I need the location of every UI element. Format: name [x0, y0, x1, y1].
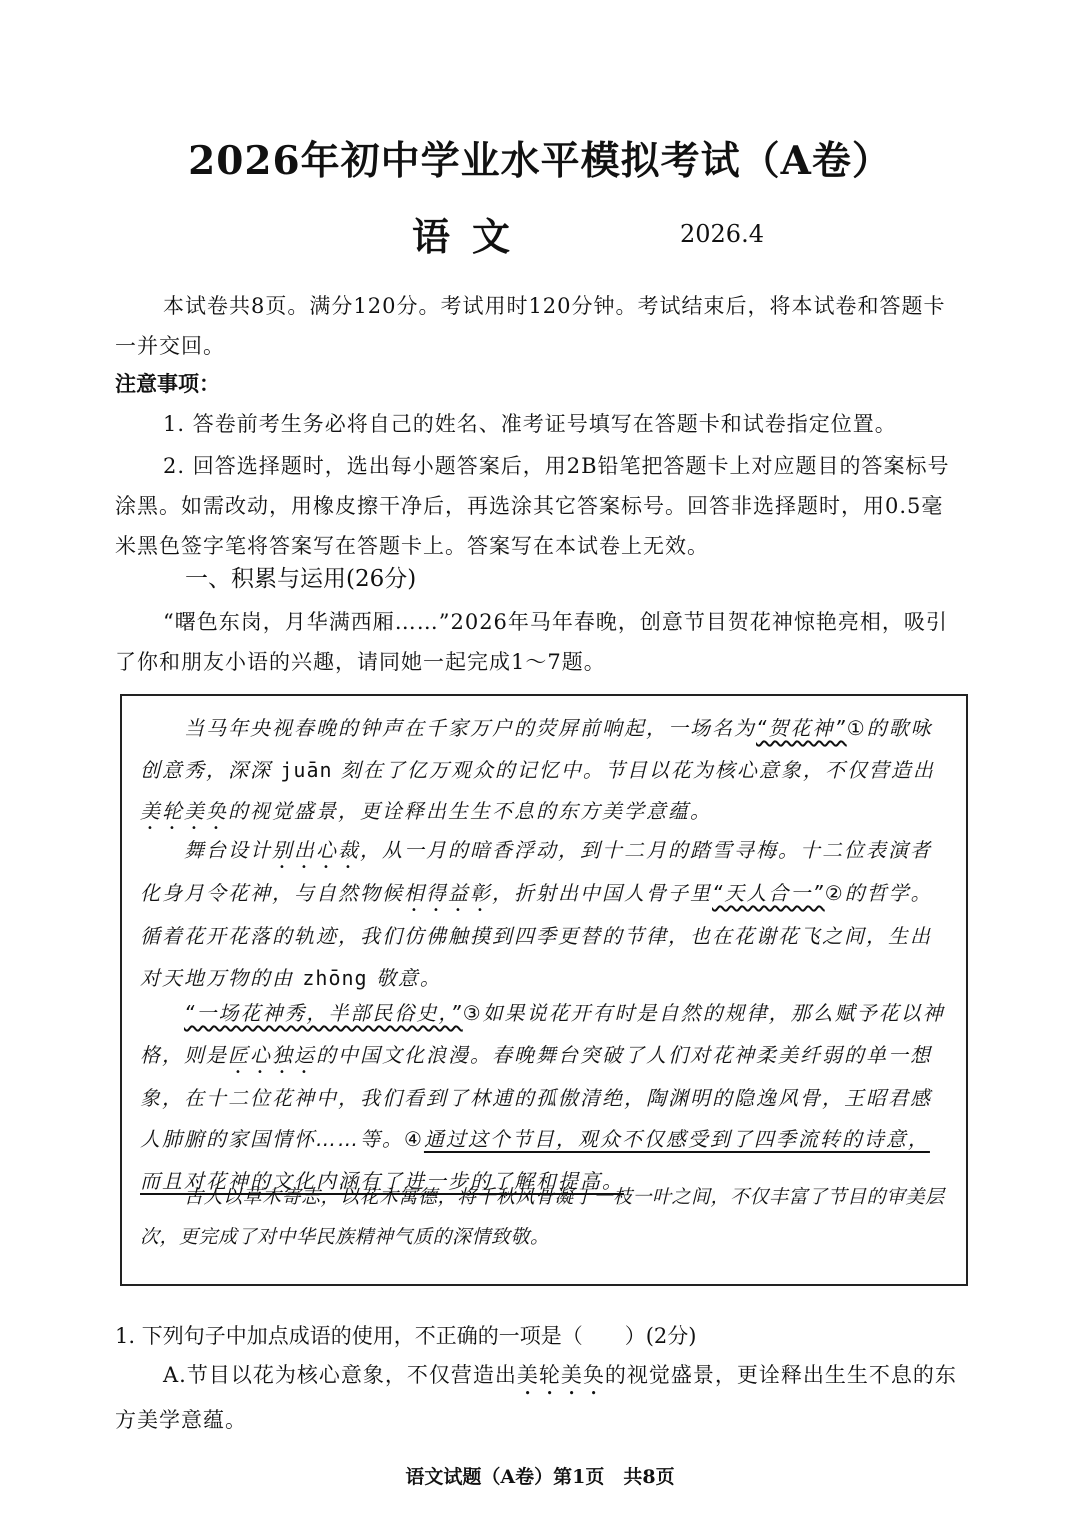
passage-mark-2: ②	[824, 881, 845, 905]
notice-item-2: 2. 回答选择题时，选出每小题答案后，用2B铅笔把答题卡上对应题目的答案标号涂黑。如需改动，用橡皮擦干净后，再选涂其它答案标号。回答非选择题时，用0.5毫米黑色签字笔将答案写在答题卡上。答案写在本试卷上无效。	[115, 454, 950, 558]
notice-item-1: 1. 答卷前考生务必将自己的姓名、准考证号填写在答题卡和试卷指定位置。	[163, 412, 897, 436]
passage-mark-1: ①	[846, 716, 867, 740]
page-footer: 语文试题（A卷）第1页 共8页	[405, 1466, 675, 1488]
option-text: 的视觉盛景，更诠释出生生不息的东方美学意蕴。	[115, 1363, 957, 1432]
passage-quote-2: “天人合一”	[712, 881, 825, 905]
pinyin-2: zhōng	[302, 965, 368, 990]
question-1-stem: 1. 下列句子中加点成语的使用，不正确的一项是（ ）(2分)	[115, 1324, 697, 1348]
dotted-idiom-2: 别出心裁	[272, 838, 360, 862]
passage-quote-3: “一场花神秀，半部民俗史，”	[184, 1001, 463, 1025]
dotted-idiom-3: 相得益彰	[404, 881, 492, 905]
option-text: A.节目以花为核心意象，不仅营造出	[163, 1363, 517, 1387]
passage-text: 舞台设计	[184, 838, 272, 862]
section-heading: 一、积累与运用(26分)	[185, 566, 417, 592]
notice-title: 注意事项：	[115, 371, 220, 396]
passage-text: ，从一月的暗香浮动，到十二月的踏雪寻梅。十二位表演者化身月令花神，与自然物候	[140, 838, 932, 905]
exam-intro: 本试卷共8页。满分120分。考试用时120分钟。考试结束后，将本试卷和答题卡一并交回。	[115, 294, 946, 358]
passage-text: 如果说花开有时是自然的规律，那么赋予花以神格，则是	[140, 1001, 945, 1067]
pinyin-1: juān	[280, 757, 333, 782]
passage-text: 的歌咏创意秀，深深	[140, 716, 933, 782]
option-dotted-idiom: 美轮美奂	[516, 1363, 605, 1387]
passage-paragraph-3	[140, 993, 948, 1202]
passage-text: 的中国文化浪漫。春晚舞台突破了人们对花神柔美纤弱的单一想象，在十二位花神中，我们看到了林逋的孤傲清绝，陶渊明的隐逸风骨，王昭君感人肺腑的家国情怀……等。	[140, 1042, 932, 1151]
passage-quote-1: “贺花神”	[756, 716, 847, 740]
exam-title: 2026年初中学业水平模拟考试（A卷）	[188, 138, 892, 184]
passage-box	[120, 694, 968, 1286]
passage-paragraph-1	[140, 708, 948, 834]
underlined-sentence: 通过这个节目，观众不仅感受到了四季流转的诗意，而且对花神的文化内涵有了进一步的了解和提高。	[140, 1127, 930, 1193]
section-lead: “曙色东岗，月华满西厢……”2026年马年春晚，创意节目贺花神惊艳亮相，吸引了你和朋友小语的兴趣，请同她一起完成1～7题。	[115, 610, 948, 674]
passage-paragraph-4: 古人以草木寄志，以花木寓德，将千秋风骨凝于一枝一叶之间，不仅丰富了节目的审美层次，更完成了对中华民族精神气质的深情致敬。	[140, 1186, 945, 1248]
passage-text: 当马年央视春晚的钟声在千家万户的荧屏前响起，一场名为	[184, 716, 756, 740]
dotted-idiom-4: 匠心独运	[228, 1042, 316, 1067]
exam-date: 2026.4	[680, 220, 764, 248]
dotted-idiom-1: 美轮美奂	[140, 799, 228, 823]
passage-text: 刻在了亿万观众的记忆中。节目以花为核心意象，不仅营造出	[340, 757, 935, 782]
passage-text: ，折射出中国人骨子里	[492, 881, 712, 905]
question-1-option-a	[115, 1355, 965, 1440]
passage-text: 的视觉盛景，更诠释出生生不息的东方美学意蕴。	[228, 799, 712, 823]
passage-text: 的哲学。循着花开花落的轨迹，我们仿佛触摸到四季更替的节律，也在花谢花飞之间，生出对天地万物的由	[140, 881, 933, 990]
subject-title: 语文	[412, 214, 533, 259]
passage-mark-3: ③	[462, 1001, 483, 1025]
passage-mark-4: ④	[404, 1127, 424, 1151]
passage-text: 敬意。	[375, 965, 442, 990]
passage-paragraph-2	[140, 830, 948, 999]
